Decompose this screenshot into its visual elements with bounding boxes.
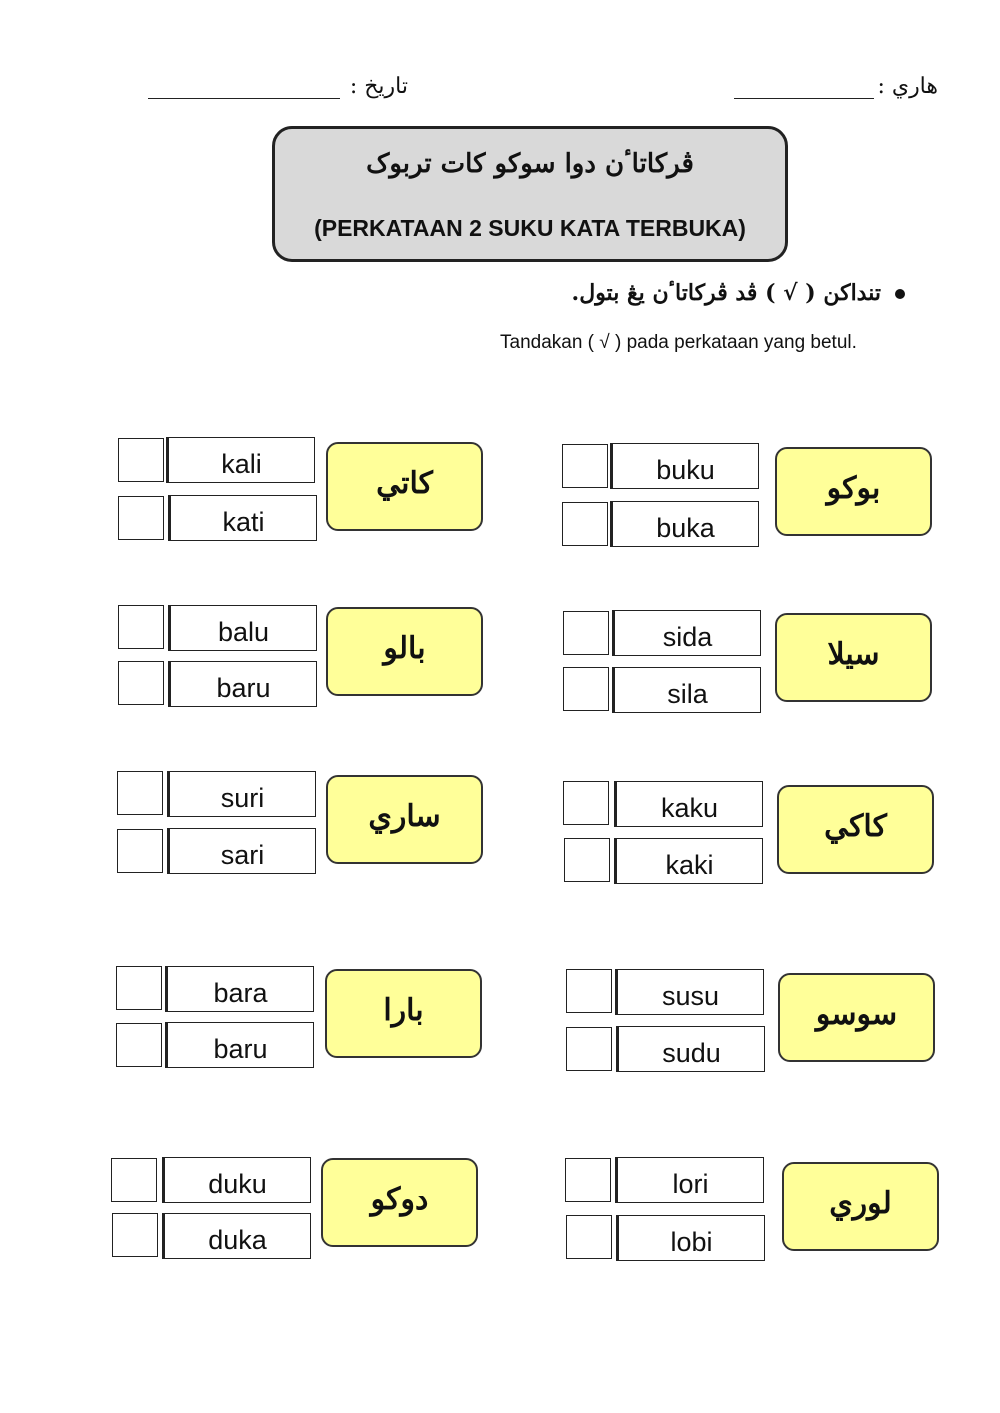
option-q7-2: sudu [616,1026,765,1072]
jawi-word-q5: كاكي [777,785,934,874]
checkbox-q1-opt1[interactable] [562,444,608,488]
option-q5-2: kaki [614,838,763,884]
option-q2-1: kali [166,437,315,483]
checkbox-q2-opt1[interactable] [118,438,164,482]
tarikh-input-line[interactable] [148,98,340,99]
checkbox-q5-opt2[interactable] [564,838,610,882]
tarikh-label: تاريخ : [349,74,408,99]
option-q9-1: lori [615,1157,764,1203]
title-rumi: (PERKATAAN 2 SUKU KATA TERBUKA) [314,215,746,241]
option-q6-1: suri [167,771,316,817]
checkbox-q6-opt2[interactable] [117,829,163,873]
checkbox-q10-opt2[interactable] [112,1213,158,1257]
option-q3-2: sila [612,667,761,713]
option-q9-2: lobi [616,1215,765,1261]
title-box [272,126,788,262]
hari-label: هاري : [877,74,938,99]
checkbox-q8-opt1[interactable] [116,966,162,1010]
checkbox-q6-opt1[interactable] [117,771,163,815]
option-q8-1: bara [165,966,314,1012]
checkbox-q4-opt2[interactable] [118,661,164,705]
instruction-jawi: تنداكن ( √ ) ڤد ڤركاتاٴن يڠ بتول. [571,280,881,306]
checkbox-q4-opt1[interactable] [118,605,164,649]
option-q4-2: baru [168,661,317,707]
hari-input-line[interactable] [734,98,874,99]
jawi-word-q7: سوسو [778,973,935,1062]
option-q1-2: buka [610,501,759,547]
jawi-word-q1: بوكو [775,447,932,536]
jawi-word-q4: بالو [326,607,483,696]
checkbox-q9-opt1[interactable] [565,1158,611,1202]
checkbox-q7-opt1[interactable] [566,969,612,1013]
checkbox-q9-opt2[interactable] [566,1215,612,1259]
option-q2-2: kati [168,495,317,541]
option-q1-1: buku [610,443,759,489]
option-q8-2: baru [165,1022,314,1068]
title-jawi: ڤركاتاٴن دوا سوكو كات تربوک [366,149,694,179]
checkbox-q10-opt1[interactable] [111,1158,157,1202]
checkbox-q5-opt1[interactable] [563,781,609,825]
option-q10-2: duka [162,1213,311,1259]
checkbox-q1-opt2[interactable] [562,502,608,546]
jawi-word-q9: لوري [782,1162,939,1251]
jawi-word-q3: سيلا [775,613,932,702]
jawi-word-q2: كاتي [326,442,483,531]
instruction-jawi-line [572,280,905,306]
checkbox-q3-opt1[interactable] [563,611,609,655]
jawi-word-q8: بارا [325,969,482,1058]
instruction-rumi: Tandakan ( √ ) pada perkataan yang betul. [500,332,857,353]
checkbox-q7-opt2[interactable] [566,1027,612,1071]
option-q10-1: duku [162,1157,311,1203]
bullet-icon [895,289,905,299]
checkbox-q8-opt2[interactable] [116,1023,162,1067]
option-q4-1: balu [168,605,317,651]
option-q7-1: susu [615,969,764,1015]
option-q5-1: kaku [614,781,763,827]
jawi-word-q10: دوكو [321,1158,478,1247]
checkbox-q2-opt2[interactable] [118,496,164,540]
jawi-word-q6: ساري [326,775,483,864]
option-q3-1: sida [612,610,761,656]
option-q6-2: sari [167,828,316,874]
checkbox-q3-opt2[interactable] [563,667,609,711]
